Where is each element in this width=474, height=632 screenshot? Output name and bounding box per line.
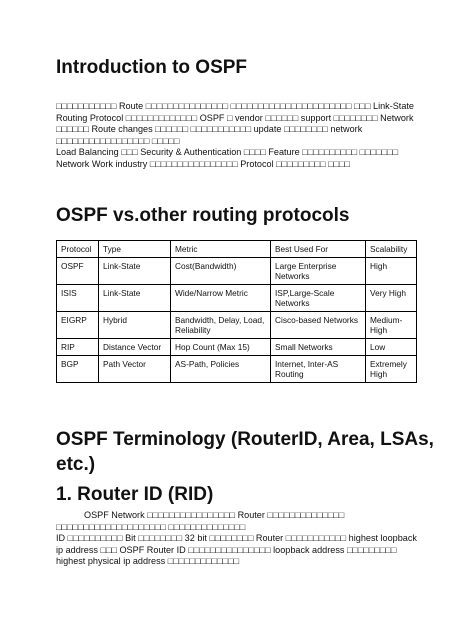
- heading-router-id: 1. Router ID (RID): [56, 484, 214, 505]
- table-cell: Very High: [366, 285, 417, 312]
- routing-protocol-table: [56, 240, 417, 383]
- table-cell: Path Vector: [99, 356, 171, 383]
- table-row: [57, 258, 417, 285]
- table-cell: Extremely High: [366, 356, 417, 383]
- table-cell: Cost(Bandwidth): [171, 258, 271, 285]
- header-cell: Best Used For: [271, 241, 366, 258]
- heading-introduction: Introduction to OSPF: [56, 57, 248, 78]
- table-cell: Hop Count (Max 15): [171, 339, 271, 356]
- header-cell: Metric: [171, 241, 271, 258]
- intro-paragraph: □□□□□□□□□□□ Route □□□□□□□□□□□□□□□ □□□□□□□□□□□□□□□□□□□□□□ □□□ Link-State Routing Protocol □□□□□□□□□□□□□ OSPF □ vendor □□□□□□ support □□□□□□□□ Network □□□□□□ Route changes □□□□□□ □□□□□□□□□□□ update □□□□□□□□ network □□□□□□□□□□□□□□□□□ □□□□□ Load Balancing □□□ Security & Authentication □□□□ Feature □□□□□□□□□□ □□□□□□□ Network Work industry □□□□□□□□□□□□□□□□ Protocol □□□□□□□□□ □□□□: [56, 101, 414, 169]
- table-cell: Wide/Narrow Metric: [171, 285, 271, 312]
- rid-paragraph-first: OSPF Network □□□□□□□□□□□□□□□□ Router □□□□□□□□□□□□□□ □□□□□□□□□□□□□□□□□□□□ □□□□□□□□□□□□□□: [56, 510, 347, 532]
- heading-terminology: OSPF Terminology (RouterID, Area, LSAs, etc.): [56, 429, 434, 475]
- header-cell: Scalability: [366, 241, 417, 258]
- table-cell: High: [366, 258, 417, 285]
- table-header-row: [57, 241, 417, 258]
- table-row: [57, 339, 417, 356]
- table-cell: Small Networks: [271, 339, 366, 356]
- table-cell: Hybrid: [99, 312, 171, 339]
- table-cell: Internet, Inter-AS Routing: [271, 356, 366, 383]
- table-cell: Distance Vector: [99, 339, 171, 356]
- table-row: [57, 285, 417, 312]
- table-cell: Large Enterprise Networks: [271, 258, 366, 285]
- table-cell: OSPF: [57, 258, 99, 285]
- header-cell: Protocol: [57, 241, 99, 258]
- table-cell: ISP,Large-Scale Networks: [271, 285, 366, 312]
- table-row: [57, 356, 417, 383]
- table-cell: Low: [366, 339, 417, 356]
- table-cell: Link-State: [99, 285, 171, 312]
- table-cell: Cisco-based Networks: [271, 312, 366, 339]
- table-cell: Bandwidth, Delay, Load, Reliability: [171, 312, 271, 339]
- table-cell: AS-Path, Policies: [171, 356, 271, 383]
- table-cell: Link-State: [99, 258, 171, 285]
- table-cell: ISIS: [57, 285, 99, 312]
- table-cell: RIP: [57, 339, 99, 356]
- table-cell: EIGRP: [57, 312, 99, 339]
- rid-paragraph-rest: ID □□□□□□□□□□ Bit □□□□□□□□ 32 bit □□□□□□□□ Router □□□□□□□□□□□ highest loopback ip address □□□ OSPF Router ID □□□□□□□□□□□□□□□ loopback address □□□□□□□□□ highest physical ip address □□□□□□□□□□□□□: [56, 533, 420, 567]
- heading-comparison: OSPF vs.other routing protocols: [56, 205, 350, 226]
- header-cell: Type: [99, 241, 171, 258]
- router-id-paragraph: [56, 510, 424, 568]
- table-row: [57, 312, 417, 339]
- table-cell: Medium-High: [366, 312, 417, 339]
- table-cell: BGP: [57, 356, 99, 383]
